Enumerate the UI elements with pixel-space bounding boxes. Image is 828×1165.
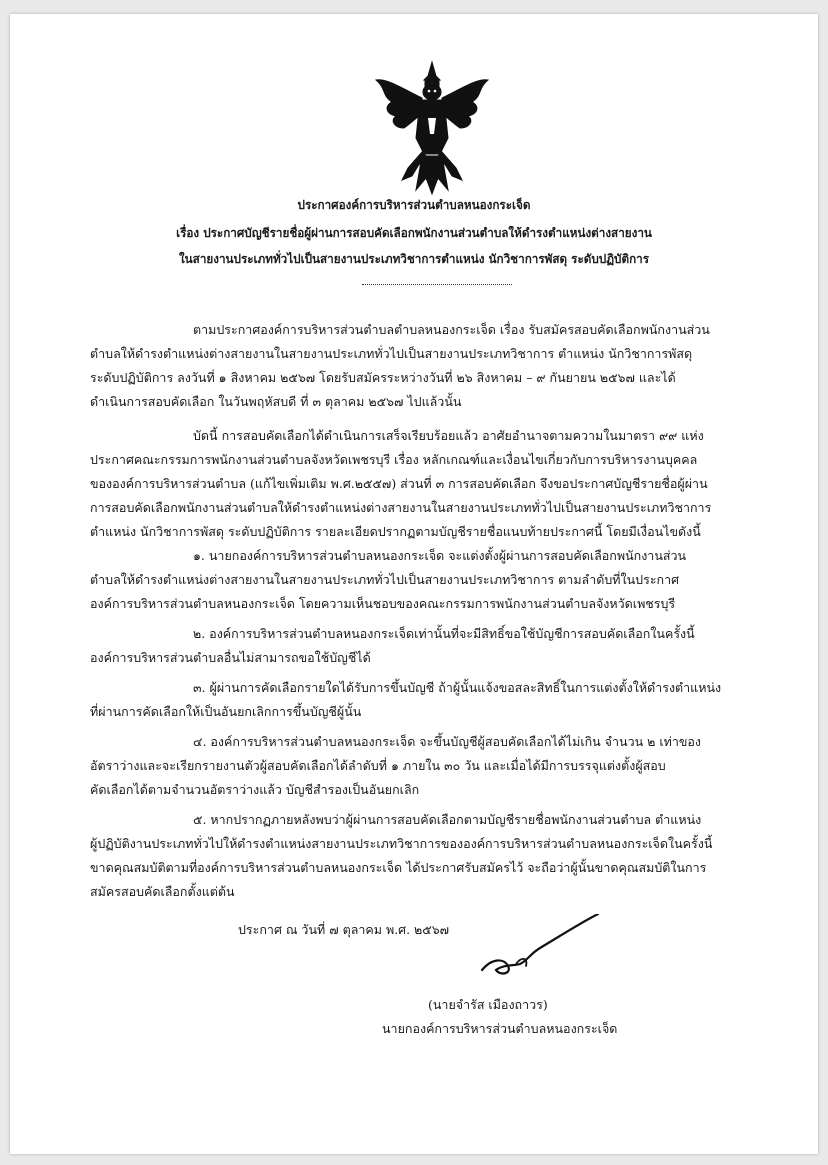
body-line: ระดับปฏิบัติการ ลงวันที่ ๑ สิงหาคม ๒๕๖๗ โดยรับสมัครระหว่างวันที่ ๒๖ สิงหาคม – ๙ กันยายน ๒๕๖๗ และได้ bbox=[90, 370, 676, 385]
body-line: ดำเนินการสอบคัดเลือก ในวันพฤหัสบดี ที่ ๓ ตุลาคม ๒๕๖๗ ไปแล้วนั้น bbox=[90, 394, 462, 409]
body-line: ตามประกาศองค์การบริหารส่วนตำบลตำบลหนองกระเจ็ด เรื่อง รับสมัครสอบคัดเลือกพนักงานส่วน bbox=[193, 322, 710, 337]
condition-3-line: ๓. ผู้ผ่านการคัดเลือกรายใดได้รับการขึ้นบัญชี ถ้าผู้นั้นแจ้งขอสละสิทธิ์ในการแต่งตั้งให้ดำรงตำแหน่ง bbox=[193, 680, 722, 695]
body-line: ขององค์การบริหารส่วนตำบล (แก้ไขเพิ่มเติม พ.ศ.๒๕๕๗) ส่วนที่ ๓ การสอบคัดเลือก จึงขอประกาศบัญชีรายชื่อผู้ผ่าน bbox=[90, 476, 708, 491]
condition-4-line: คัดเลือกได้ตามจำนวนอัตราว่างแล้ว บัญชีสำรองเป็นอันยกเลิก bbox=[90, 782, 420, 797]
header-divider bbox=[362, 284, 512, 285]
body-line: บัดนี้ การสอบคัดเลือกได้ดำเนินการเสร็จเรียบร้อยแล้ว อาศัยอำนาจตามความในมาตรา ๙๙ แห่ง bbox=[193, 428, 704, 443]
condition-1-line: องค์การบริหารส่วนตำบลหนองกระเจ็ด โดยความเห็นชอบของคณะกรรมการพนักงานส่วนตำบลจังหวัดเพชรบุรี bbox=[90, 596, 676, 611]
signature-icon bbox=[470, 914, 620, 994]
body-line: ตำบลให้ดำรงตำแหน่งต่างสายงานในสายงานประเภททั่วไปเป็นสายงานประเภทวิชาการ ตำแหน่ง นักวิชาการพัสดุ bbox=[90, 346, 693, 361]
body-line: การสอบคัดเลือกพนักงานส่วนตำบลให้ดำรงตำแหน่งต่างสายงานในสายงานประเภททั่วไปเป็นสายงานประเภทวิชาการ bbox=[90, 500, 712, 515]
condition-4-line: ๔. องค์การบริหารส่วนตำบลหนองกระเจ็ด จะขึ้นบัญชีผู้สอบคัดเลือกได้ไม่เกิน จำนวน ๒ เท่าของ bbox=[193, 734, 702, 749]
document-page bbox=[10, 14, 818, 1154]
condition-3-line: ที่ผ่านการคัดเลือกให้เป็นอันยกเลิกการขึ้นบัญชีผู้นั้น bbox=[90, 704, 362, 719]
signer-name: (นายจำรัส เมืองถาวร) bbox=[428, 997, 548, 1012]
org-title: ประกาศองค์การบริหารส่วนตำบลหนองกระเจ็ด bbox=[297, 198, 531, 212]
condition-4-line: อัตราว่างและจะเรียกรายงานตัวผู้สอบคัดเลือกได้ลำดับที่ ๑ ภายใน ๓๐ วัน และเมื่อได้มีการบรรจุแต่งตั้งผู้สอบ bbox=[90, 758, 666, 773]
condition-5-line: ขาดคุณสมบัติตามที่องค์การบริหารส่วนตำบลหนองกระเจ็ด ได้ประกาศรับสมัครไว้ จะถือว่าผู้นั้นขาดคุณสมบัติในการ bbox=[90, 860, 707, 875]
body-line: ประกาศคณะกรรมการพนักงานส่วนตำบลจังหวัดเพชรบุรี เรื่อง หลักเกณฑ์และเงื่อนไขเกี่ยวกับการบริหารงานบุคคล bbox=[90, 452, 698, 467]
condition-5-line: สมัครสอบคัดเลือกตั้งแต่ต้น bbox=[90, 884, 235, 899]
condition-2-line: องค์การบริหารส่วนตำบลอื่นไม่สามารถขอใช้บัญชีได้ bbox=[90, 650, 371, 665]
condition-1-line: ตำบลให้ดำรงตำแหน่งต่างสายงานในสายงานประเภททั่วไปเป็นสายงานประเภทวิชาการ ตามลำดับที่ในประกาศ bbox=[90, 572, 680, 587]
subject-line-2: ในสายงานประเภททั่วไปเป็นสายงานประเภทวิชาการตำแหน่ง นักวิชาการพัสดุ ระดับปฏิบัติการ bbox=[178, 252, 650, 266]
condition-5-line: ๕. หากปรากฏภายหลังพบว่าผู้ผ่านการสอบคัดเลือกตามบัญชีรายชื่อพนักงานส่วนตำบล ตำแหน่ง bbox=[193, 812, 702, 827]
signer-title: นายกองค์การบริหารส่วนตำบลหนองกระเจ็ด bbox=[382, 1021, 618, 1036]
announce-date: ประกาศ ณ วันที่ ๗ ตุลาคม พ.ศ. ๒๕๖๗ bbox=[238, 922, 450, 937]
condition-2-line: ๒. องค์การบริหารส่วนตำบลหนองกระเจ็ดเท่านั้นที่จะมีสิทธิ์ขอใช้บัญชีการสอบคัดเลือกในครั้งนี้ bbox=[193, 626, 695, 641]
subject-line-1: เรื่อง ประกาศบัญชีรายชื่อผู้ผ่านการสอบคัดเลือกพนักงานส่วนตำบลให้ดำรงตำแหน่งต่างสายงาน bbox=[176, 226, 652, 240]
condition-5-line: ผู้ปฏิบัติงานประเภททั่วไปให้ดำรงตำแหน่งสายงานประเภทวิชาการขององค์การบริหารส่วนตำบลหนองกระเจ็ดในครั้งนี้ bbox=[90, 836, 713, 851]
condition-1-line: ๑. นายกองค์การบริหารส่วนตำบลหนองกระเจ็ด จะแต่งตั้งผู้ผ่านการสอบคัดเลือกพนักงานส่วน bbox=[193, 548, 687, 563]
body-line: ตำแหน่ง นักวิชาการพัสดุ ระดับปฏิบัติการ รายละเอียดปรากฏตามบัญชีรายชื่อแนบท้ายประกาศนี้ โดยมีเงื่อนไขดังนี้ bbox=[90, 524, 701, 539]
garuda-emblem-icon bbox=[372, 58, 492, 198]
